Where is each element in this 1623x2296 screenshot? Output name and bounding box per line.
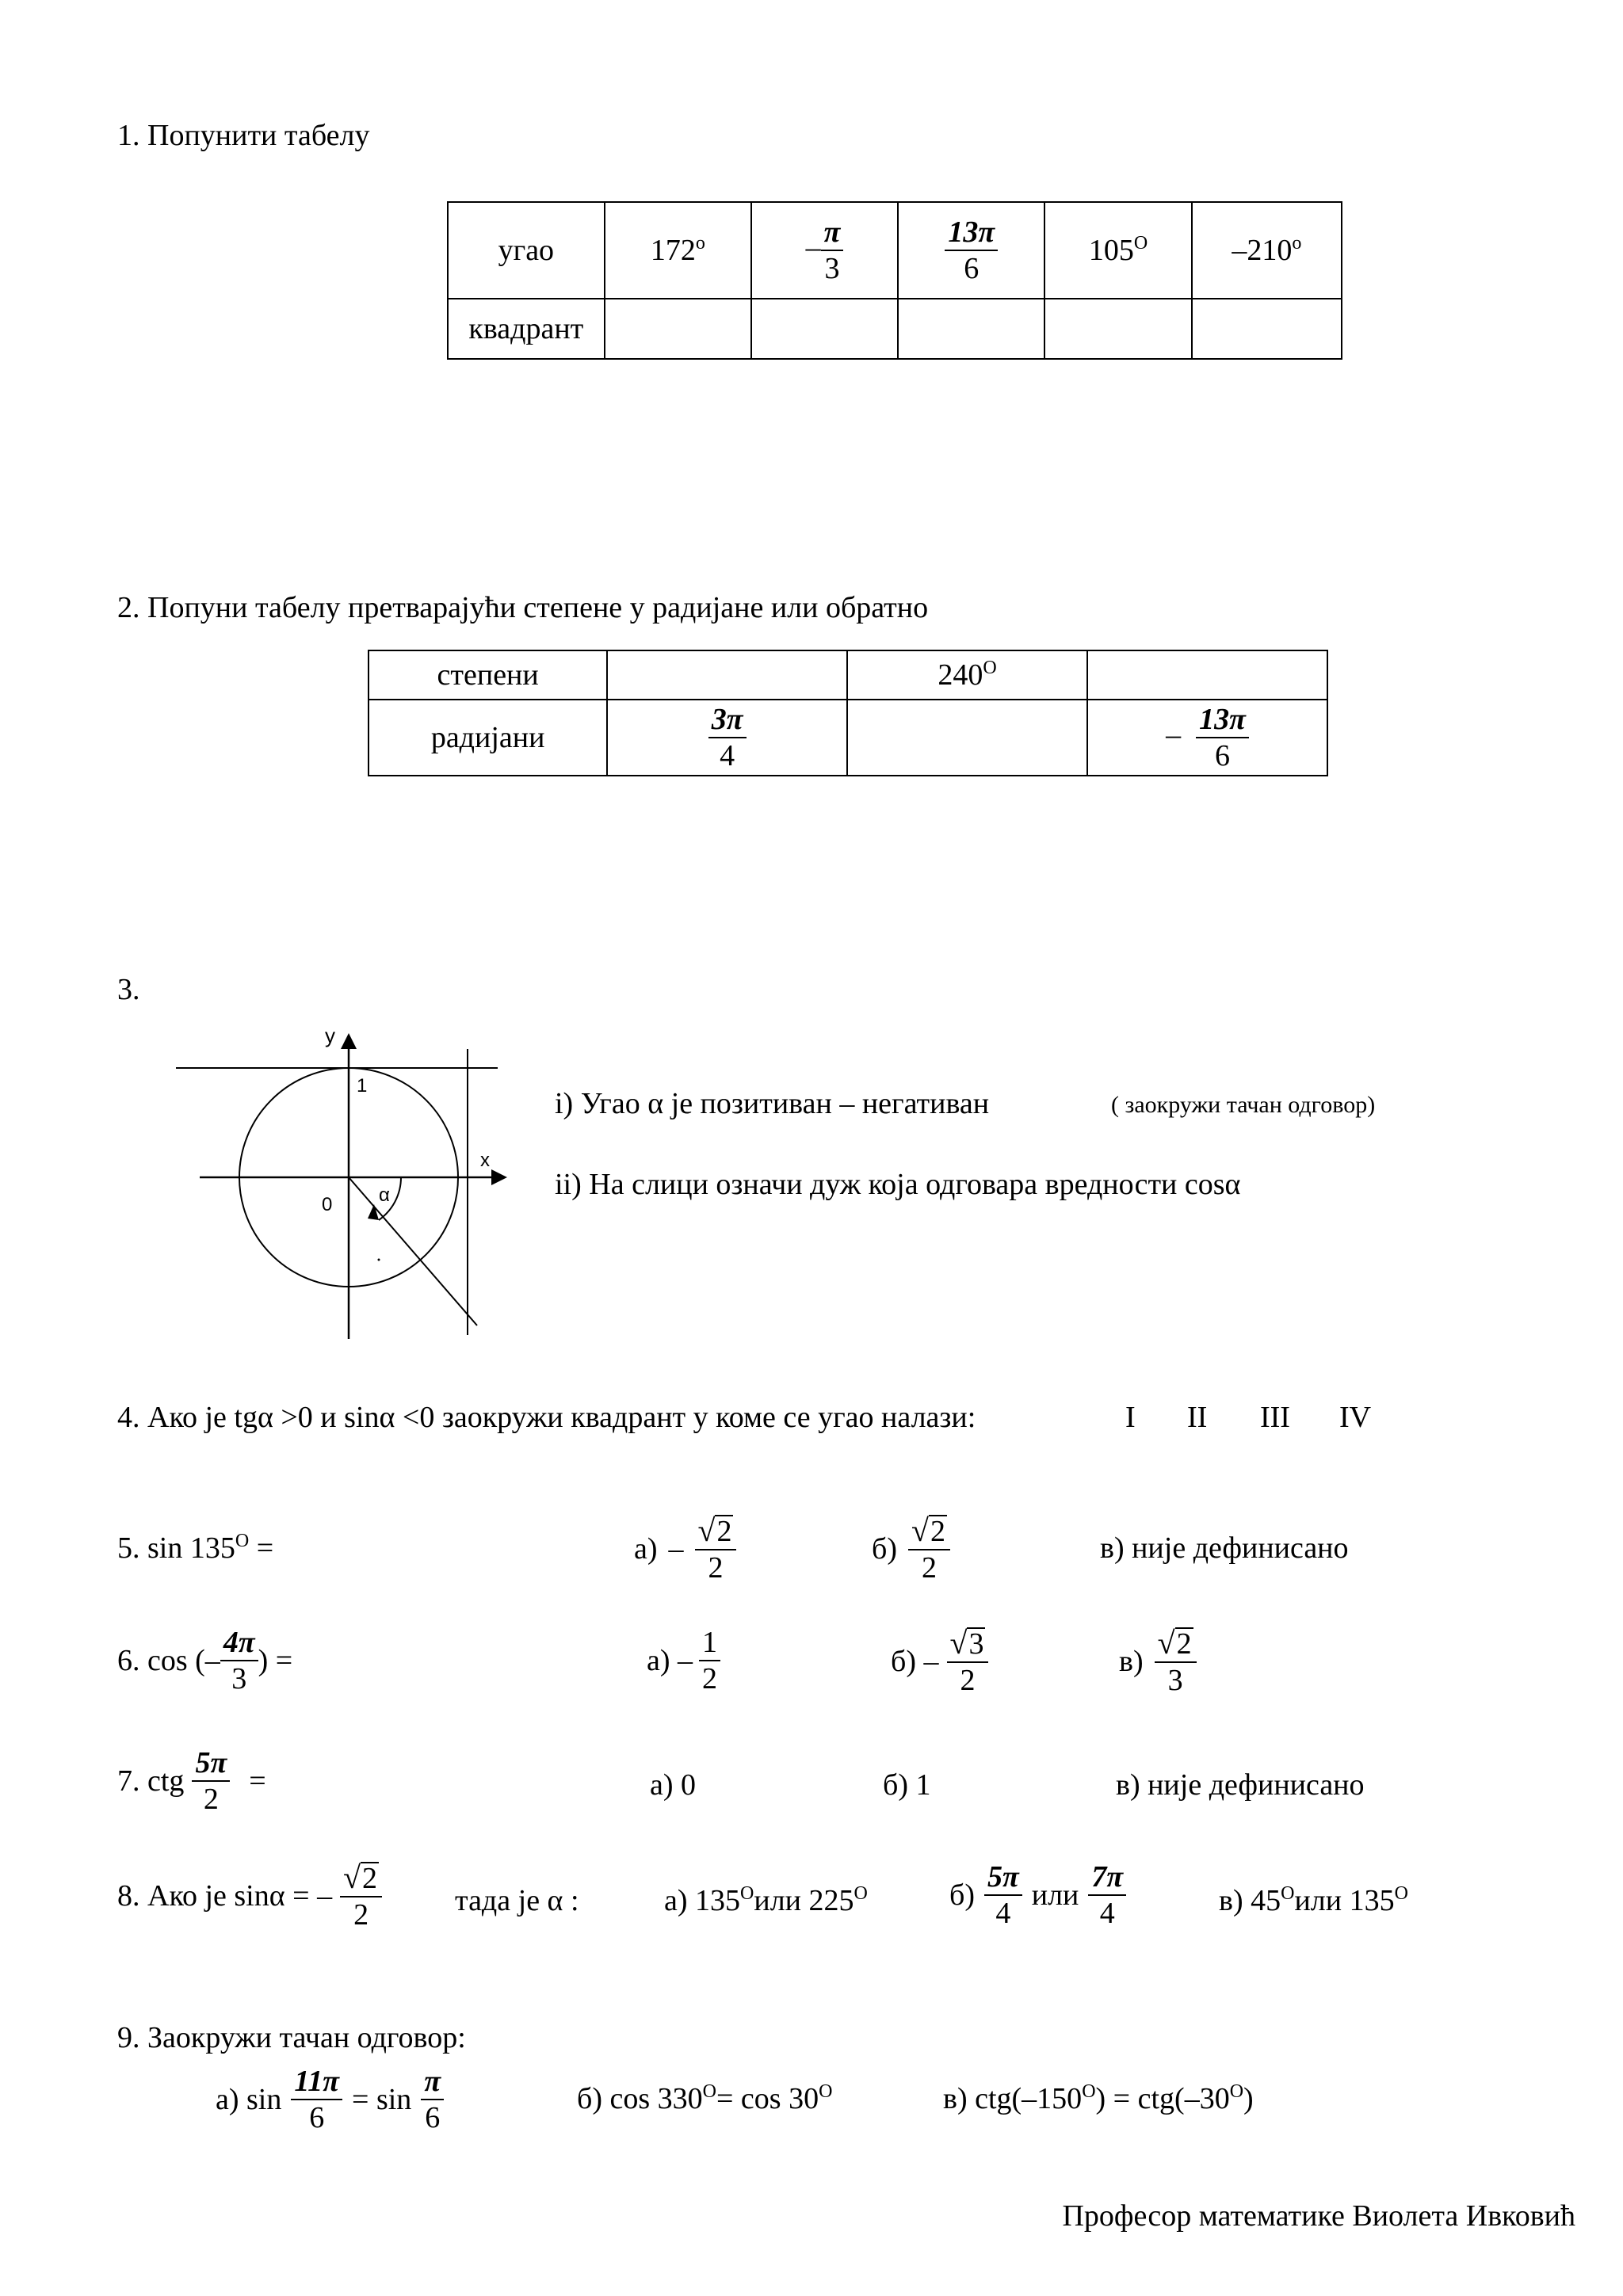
y-axis-label: y — [325, 1024, 335, 1047]
quadrant-option-4[interactable]: IV — [1339, 1401, 1372, 1434]
label-zero: 0 — [322, 1194, 333, 1215]
quadrant-option-1[interactable]: I — [1125, 1401, 1136, 1434]
question-3-part-i-note: ( заокружи тачан одговор) — [1111, 1092, 1376, 1118]
question-8-option-c[interactable]: в) $45^Oили$ $135^O$ — [1219, 1883, 1408, 1917]
angle-cell-3: $\frac{13\pi}{6}$ — [898, 202, 1044, 299]
degrees-cell-3[interactable] — [1087, 650, 1327, 700]
quadrant-cell-1[interactable] — [605, 299, 751, 359]
question-1-title: 1. Попунити табелу — [117, 119, 370, 152]
quadrant-option-2[interactable]: II — [1187, 1401, 1208, 1434]
question-6-lead: 6. cos (– $\frac{4\pi}{3}$ ) = — [117, 1626, 293, 1695]
question-8-then: тада је α : — [455, 1884, 579, 1917]
x-axis-label: x — [480, 1150, 490, 1171]
question-3-number: 3. — [117, 973, 140, 1006]
question-7-option-b[interactable]: б) 1 — [883, 1768, 931, 1802]
terminal-ray — [349, 1177, 477, 1325]
question-6-option-b[interactable]: б) – √ 3 2 — [891, 1627, 988, 1695]
question-2-title: 2. Попуни табелу претварајући степене у радијане или обратно — [117, 591, 929, 624]
question-3-part-ii: ii) На слици означи дуж која одговара вредности cosα — [555, 1168, 1241, 1201]
angle-quadrant-table — [447, 201, 1342, 360]
degrees-row-label: степени — [369, 650, 607, 700]
question-4-text: 4. Ако је tgα >0 и sinα <0 заокружи квадрант у коме се угао налази: — [117, 1401, 976, 1434]
quadrant-cell-2[interactable] — [751, 299, 898, 359]
question-7-option-c[interactable]: в) није дефинисано — [1116, 1768, 1365, 1802]
angle-cell-4: $105^O$ — [1044, 202, 1191, 299]
question-3-part-i: i) Угао α је позитиван – негативан — [555, 1087, 990, 1120]
quadrant-row-label: квадрант — [448, 299, 605, 359]
question-5-lead: 5. $\sin 135^O$ = — [117, 1531, 274, 1565]
question-9-option-c[interactable]: в) $ctg(-150^O) = ctg(-30^O)$ — [943, 2081, 1254, 2115]
small-dot — [378, 1259, 380, 1261]
question-7-option-a[interactable]: а) 0 — [650, 1768, 697, 1802]
question-5-option-a[interactable]: а) – √ 2 2 — [634, 1515, 736, 1583]
angle-cell-1: 172$^o$ — [605, 202, 751, 299]
degree-radian-table — [368, 650, 1328, 776]
question-7-lead: 7. ctg $\frac{5\pi}{2}$ = — [117, 1746, 266, 1816]
angle-cell-5: –210$^o$ — [1192, 202, 1342, 299]
question-5-option-c[interactable]: в) није дефинисано — [1100, 1531, 1349, 1565]
unit-circle-figure — [166, 1022, 507, 1347]
question-8-option-a[interactable]: а) $135^Oили$ $225^O$ — [664, 1883, 868, 1917]
quadrant-cell-3[interactable] — [898, 299, 1044, 359]
y-axis-arrow — [341, 1033, 357, 1049]
question-5-option-b[interactable]: б) √ 2 2 — [872, 1515, 950, 1583]
author-signature: Професор математике Виолета Ивковић — [1062, 2199, 1575, 2233]
question-9-option-b[interactable]: б) $\cos 330^O= \cos 30^O$ — [577, 2081, 833, 2115]
radians-cell-3: – $\frac{13\pi}{6}$ — [1087, 700, 1327, 776]
question-8-lead: 8. Ако је sinα = – √ 2 2 — [117, 1862, 382, 1930]
quadrant-option-3[interactable]: III — [1260, 1401, 1290, 1434]
radians-cell-2[interactable] — [847, 700, 1087, 776]
label-one: 1 — [357, 1075, 368, 1097]
question-9-option-a[interactable]: а) sin $\frac{11\pi}{6}$ = sin $\frac{\pi}{6}$ — [216, 2066, 444, 2133]
question-8-option-b[interactable]: б) $\frac{5\pi}{4}$ или $\frac{7\pi}{4}$ — [949, 1862, 1126, 1928]
question-6-option-c[interactable]: в) √ 2 3 — [1119, 1627, 1197, 1695]
angle-row-label: угао — [448, 202, 605, 299]
quadrant-cell-4[interactable] — [1044, 299, 1191, 359]
radians-row-label: радијани — [369, 700, 607, 776]
degrees-cell-1[interactable] — [607, 650, 847, 700]
question-6-option-a[interactable]: а) – $\frac{1}{2}$ — [647, 1627, 720, 1694]
angle-cell-2: – $\frac{\pi}{3}$ — [751, 202, 898, 299]
label-alpha: α — [379, 1184, 390, 1206]
degrees-cell-2: $240^O$ — [847, 650, 1087, 700]
quadrant-cell-5[interactable] — [1192, 299, 1342, 359]
x-axis-arrow — [491, 1169, 507, 1185]
radians-cell-1: $\frac{3\pi}{4}$ — [607, 700, 847, 776]
question-9-title: 9. Заокружи тачан одговор: — [117, 2021, 466, 2054]
